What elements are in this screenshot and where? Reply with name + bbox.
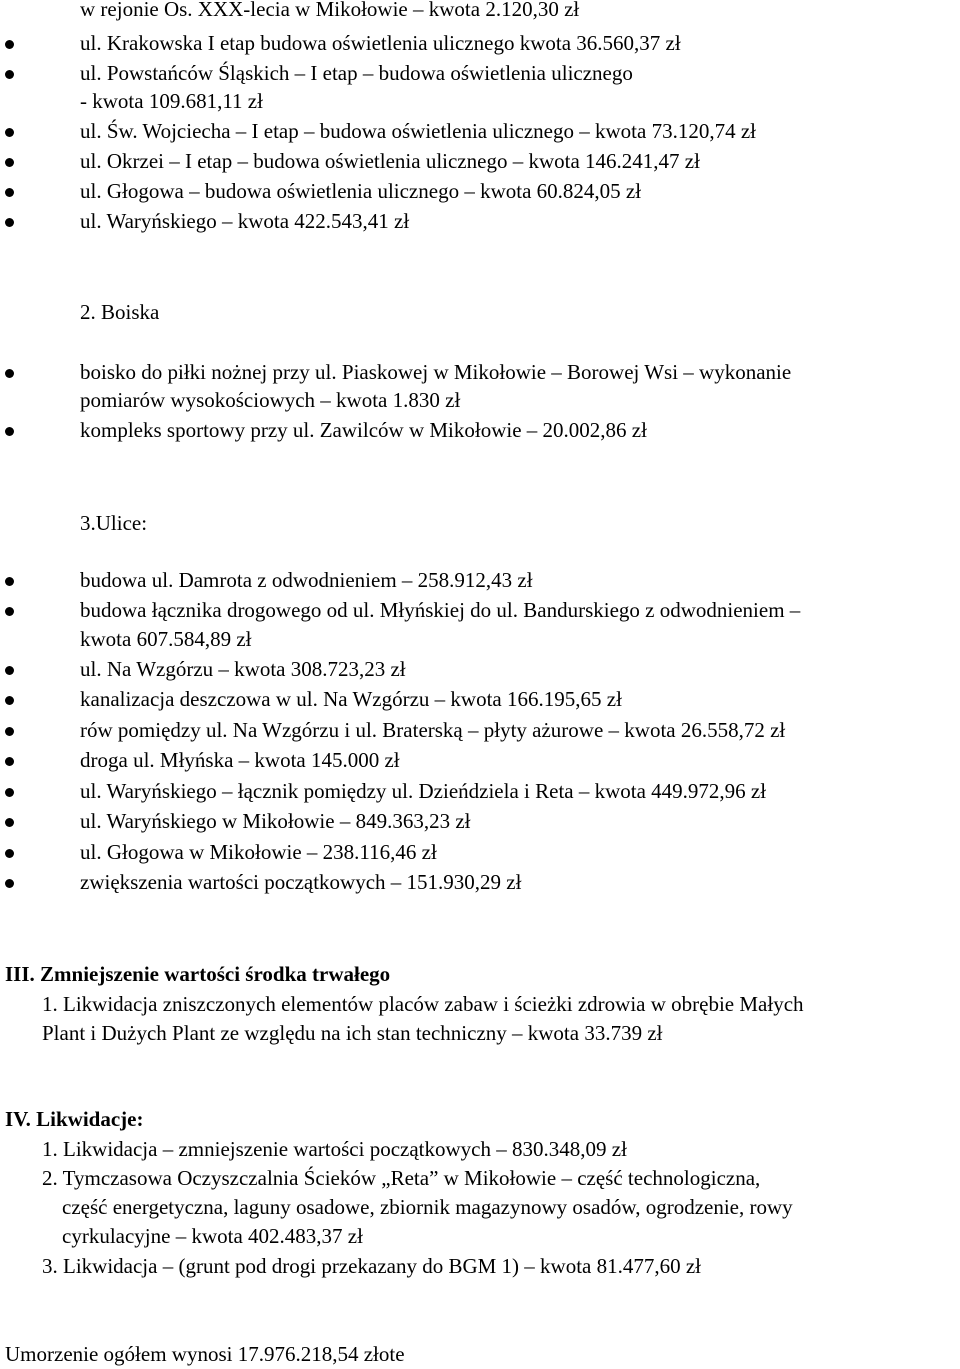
bullet-icon [5,607,14,616]
section-heading: IV. Likwidacje: [5,1107,144,1131]
list-item: budowa łącznika drogowego od ul. Młyńskiej do ul. Bandurskiego z odwodnieniem – [80,598,801,622]
text-line: część energetyczna, laguny osadowe, zbiornik magazynowy osadów, ogrodzenie, rowy [62,1195,793,1219]
list-item: boisko do piłki nożnej przy ul. Piaskowej w Mikołowie – Borowej Wsi – wykonanie [80,360,792,384]
list-item: rów pomiędzy ul. Na Wzgórzu i ul. Braterską – płyty ażurowe – kwota 26.558,72 zł [80,718,786,742]
bullet-icon [5,788,14,797]
list-item: ul. Powstańców Śląskich – I etap – budowa oświetlenia ulicznego [80,61,633,85]
bullet-icon [5,757,14,766]
bullet-icon [5,158,14,167]
text-line: 2. Tymczasowa Oczyszczalnia Ścieków „Reta” w Mikołowie – część technologiczna, [42,1166,761,1190]
text-line: 1. Likwidacja zniszczonych elementów placów zabaw i ścieżki zdrowia w obrębie Małych [42,992,804,1016]
list-item: kanalizacja deszczowa w ul. Na Wzgórzu – kwota 166.195,65 zł [80,687,622,711]
section-heading: III. Zmniejszenie wartości środka trwałego [5,962,391,986]
bullet-icon [5,40,14,49]
bullet-icon [5,727,14,736]
bullet-icon [5,369,14,378]
list-item: ul. Głogowa – budowa oświetlenia ulicznego – kwota 60.824,05 zł [80,179,642,203]
section-heading: 2. Boiska [80,300,160,324]
list-item: zwiększenia wartości początkowych – 151.930,29 zł [80,870,522,894]
bullet-icon [5,666,14,675]
list-item: ul. Św. Wojciecha – I etap – budowa oświetlenia ulicznego – kwota 73.120,74 zł [80,119,756,143]
bullet-icon [5,696,14,705]
list-item: ul. Na Wzgórzu – kwota 308.723,23 zł [80,657,406,681]
text-line: cyrkulacyjne – kwota 402.483,37 zł [62,1224,363,1248]
list-item: ul. Waryńskiego w Mikołowie – 849.363,23 zł [80,809,471,833]
list-item: ul. Głogowa w Mikołowie – 238.116,46 zł [80,840,437,864]
bullet-icon [5,70,14,79]
list-item: droga ul. Młyńska – kwota 145.000 zł [80,748,400,772]
section-heading: 3.Ulice: [80,511,148,535]
bullet-icon [5,818,14,827]
text-line: 3. Likwidacja – (grunt pod drogi przekazany do BGM 1) – kwota 81.477,60 zł [42,1254,702,1278]
list-item-continuation: pomiarów wysokościowych – kwota 1.830 zł [80,388,461,412]
list-item-continuation: - kwota 109.681,11 zł [80,89,263,113]
list-item: budowa ul. Damrota z odwodnieniem – 258.912,43 zł [80,568,533,592]
summary-line: Umorzenie ogółem wynosi 17.976.218,54 złote [5,1342,405,1366]
list-item: ul. Okrzei – I etap – budowa oświetlenia ulicznego – kwota 146.241,47 zł [80,149,700,173]
bullet-icon [5,218,14,227]
list-item: ul. Krakowska I etap budowa oświetlenia ulicznego kwota 36.560,37 zł [80,31,681,55]
text-line: w rejonie Os. XXX-lecia w Mikołowie – kwota 2.120,30 zł [80,0,580,21]
text-line: 1. Likwidacja – zmniejszenie wartości początkowych – 830.348,09 zł [42,1137,627,1161]
list-item: ul. Waryńskiego – kwota 422.543,41 zł [80,209,410,233]
bullet-icon [5,128,14,137]
bullet-icon [5,427,14,436]
list-item: ul. Waryńskiego – łącznik pomiędzy ul. Dzieńdziela i Reta – kwota 449.972,96 zł [80,779,767,803]
list-item: kompleks sportowy przy ul. Zawilców w Mikołowie – 20.002,86 zł [80,418,647,442]
bullet-icon [5,577,14,586]
bullet-icon [5,879,14,888]
list-item-continuation: kwota 607.584,89 zł [80,627,252,651]
text-line: Plant i Dużych Plant ze względu na ich stan techniczny – kwota 33.739 zł [42,1021,663,1045]
bullet-icon [5,849,14,858]
bullet-icon [5,188,14,197]
